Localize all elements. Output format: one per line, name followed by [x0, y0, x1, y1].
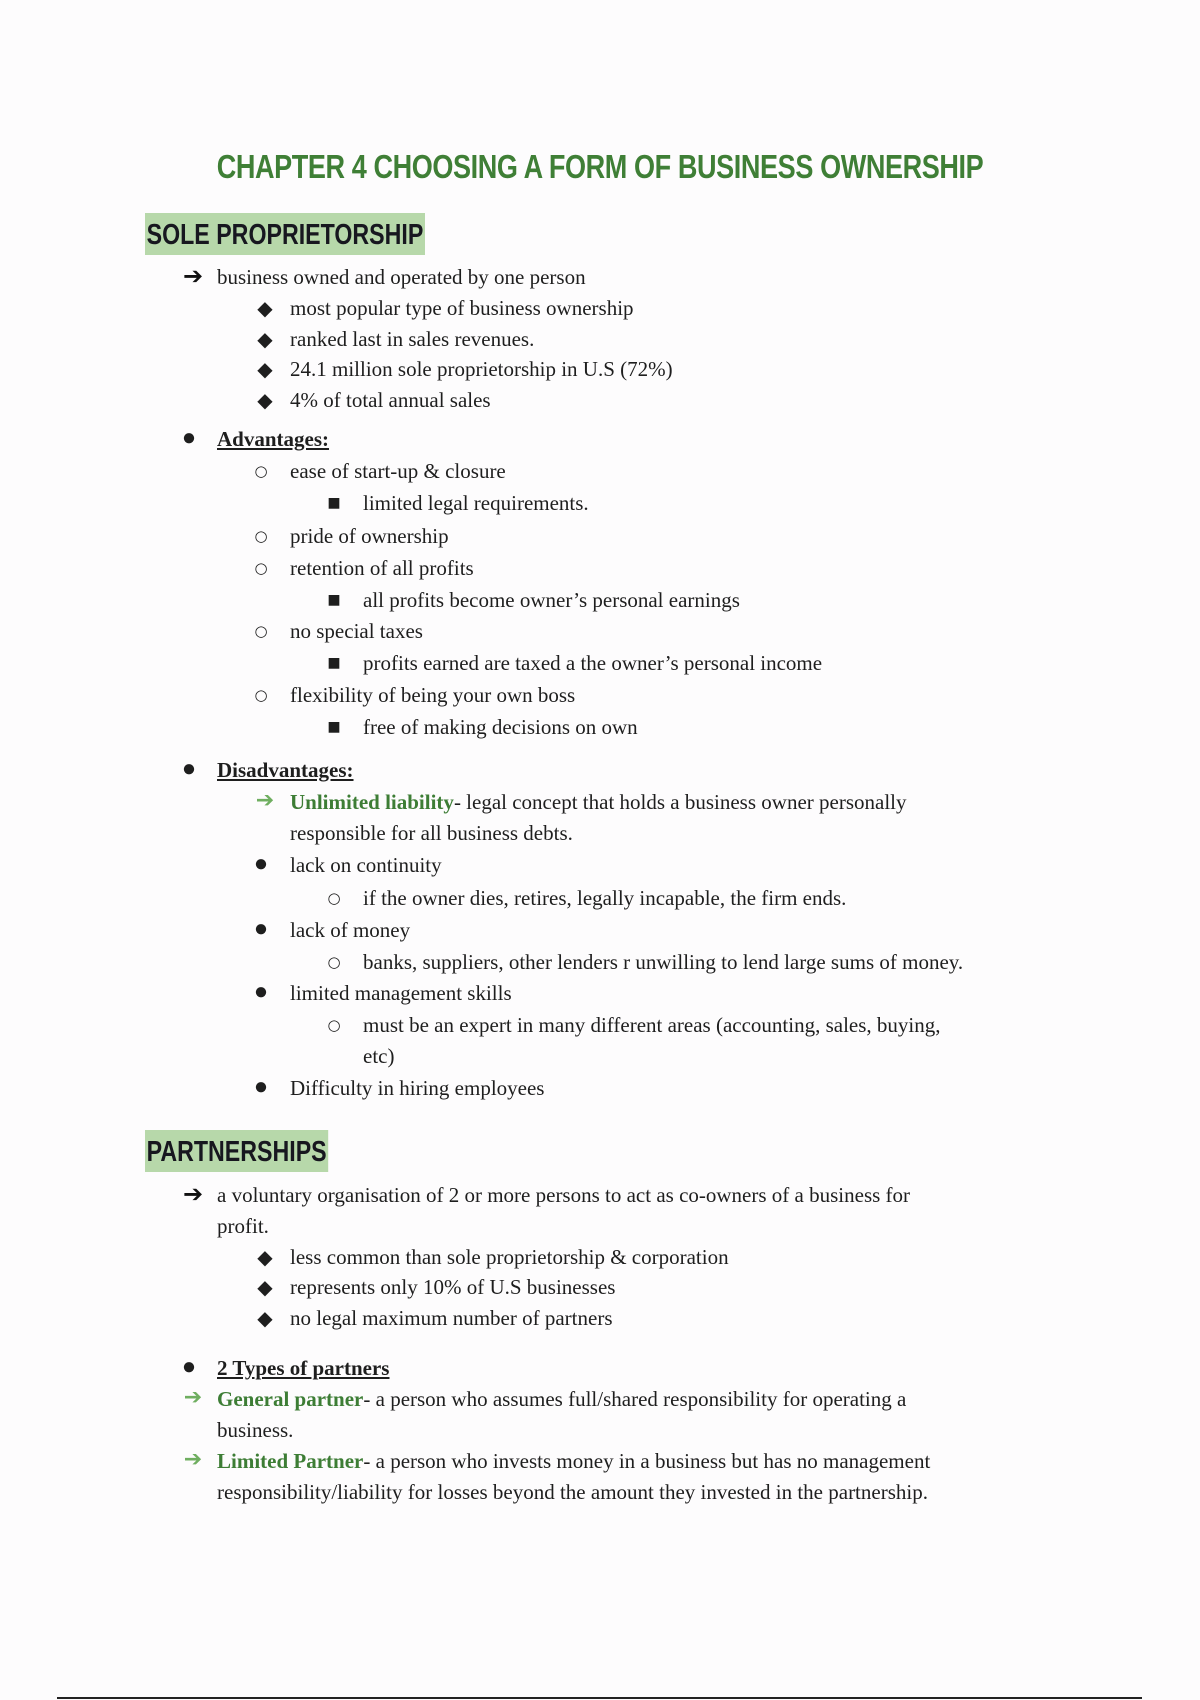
partnership-definition-cont: profit. — [217, 1214, 269, 1238]
advantage-subitem: limited legal requirements. — [363, 491, 589, 515]
sole-fact: ranked last in sales revenues. — [290, 327, 535, 351]
limited-partner-term: Limited Partner — [217, 1449, 364, 1473]
hollow-circle-bullet-icon: ○ — [254, 559, 268, 577]
bullet-icon: ● — [253, 851, 269, 877]
disadvantages-label: Disadvantages: — [217, 758, 354, 782]
bullet-icon: ● — [253, 1074, 269, 1100]
partnership-fact: represents only 10% of U.S businesses — [290, 1275, 616, 1299]
bullet-icon: ● — [253, 979, 269, 1005]
diamond-bullet-icon: ◆ — [257, 1275, 273, 1299]
disadvantage-item: lack of money — [290, 918, 411, 942]
sole-fact: most popular type of business ownership — [290, 296, 634, 320]
general-partner-term: General partner — [217, 1387, 364, 1411]
advantage-subitem: all profits become owner’s personal earnings — [363, 588, 740, 612]
square-bullet-icon: ■ — [327, 495, 341, 511]
green-arrow-icon: ➔ — [183, 1385, 203, 1410]
green-arrow-icon: ➔ — [183, 1447, 203, 1472]
partnership-definition: a voluntary organisation of 2 or more persons to act as co-owners of a business for — [217, 1183, 911, 1207]
diamond-bullet-icon: ◆ — [257, 1245, 273, 1269]
square-bullet-icon: ■ — [327, 592, 341, 608]
disadvantage-subitem: if the owner dies, retires, legally incapable, the firm ends. — [363, 886, 847, 910]
disadvantage-item: limited management skills — [290, 981, 512, 1005]
disadvantage-item: lack on continuity — [290, 853, 442, 877]
square-bullet-icon: ■ — [327, 719, 341, 735]
diamond-bullet-icon: ◆ — [257, 296, 273, 320]
hollow-circle-bullet-icon: ○ — [254, 462, 268, 480]
section-heading-partnerships: PARTNERSHIPS — [145, 1130, 328, 1172]
sole-fact: 4% of total annual sales — [290, 388, 491, 412]
limited-partner-definition: - a person who invests money in a business but has no management — [363, 1449, 931, 1473]
arrow-icon: ➔ — [182, 262, 204, 290]
sole-definition: business owned and operated by one person — [217, 265, 586, 289]
partnership-fact: no legal maximum number of partners — [290, 1306, 613, 1330]
page-title: CHAPTER 4 CHOOSING A FORM OF BUSINESS OWNERSHIP — [216, 148, 984, 185]
hollow-circle-bullet-icon: ○ — [327, 953, 341, 971]
advantage-item: flexibility of being your own boss — [290, 683, 576, 707]
advantage-item: pride of ownership — [290, 524, 449, 548]
general-partner-definition: - a person who assumes full/shared responsibility for operating a — [363, 1387, 907, 1411]
section-heading-sole-proprietorship: SOLE PROPRIETORSHIP — [145, 213, 425, 255]
green-arrow-icon: ➔ — [255, 788, 275, 813]
unlimited-liability-definition-cont: responsible for all business debts. — [290, 821, 573, 845]
disadvantage-subitem: banks, suppliers, other lenders r unwilling to lend large sums of money. — [363, 950, 964, 974]
bullet-icon: ● — [253, 916, 269, 942]
hollow-circle-bullet-icon: ○ — [327, 889, 341, 907]
advantage-item: retention of all profits — [290, 556, 474, 580]
diamond-bullet-icon: ◆ — [257, 327, 273, 351]
advantages-label: Advantages: — [217, 427, 330, 451]
advantage-item: ease of start-up & closure — [290, 459, 506, 483]
partnership-fact: less common than sole proprietorship & corporation — [290, 1245, 729, 1269]
diamond-bullet-icon: ◆ — [257, 357, 273, 381]
sole-fact: 24.1 million sole proprietorship in U.S (72%) — [290, 357, 673, 381]
unlimited-liability-term: Unlimited liability — [290, 790, 454, 814]
hollow-circle-bullet-icon: ○ — [254, 527, 268, 545]
general-partner-definition-cont: business. — [217, 1418, 294, 1442]
hollow-circle-bullet-icon: ○ — [254, 686, 268, 704]
hollow-circle-bullet-icon: ○ — [254, 622, 268, 640]
limited-partner-definition-cont: responsibility/liability for losses beyond the amount they invested in the partnership. — [217, 1480, 928, 1504]
bottom-divider — [57, 1697, 1142, 1699]
bullet-icon: ● — [181, 1354, 197, 1380]
advantage-item: no special taxes — [290, 619, 423, 643]
unlimited-liability-definition: - legal concept that holds a business owner personally — [453, 790, 907, 814]
disadvantage-subitem: must be an expert in many different areas (accounting, sales, buying, — [363, 1013, 941, 1037]
disadvantage-item: Difficulty in hiring employees — [290, 1076, 545, 1100]
advantage-subitem: free of making decisions on own — [363, 715, 638, 739]
diamond-bullet-icon: ◆ — [257, 1306, 273, 1330]
arrow-icon: ➔ — [182, 1180, 204, 1208]
bullet-icon: ● — [181, 425, 197, 451]
bullet-icon: ● — [181, 756, 197, 782]
partner-types-label: 2 Types of partners — [217, 1356, 390, 1380]
square-bullet-icon: ■ — [327, 655, 341, 671]
disadvantage-subitem-cont: etc) — [363, 1044, 395, 1068]
advantage-subitem: profits earned are taxed a the owner’s personal income — [363, 651, 823, 675]
diamond-bullet-icon: ◆ — [257, 388, 273, 412]
hollow-circle-bullet-icon: ○ — [327, 1016, 341, 1034]
